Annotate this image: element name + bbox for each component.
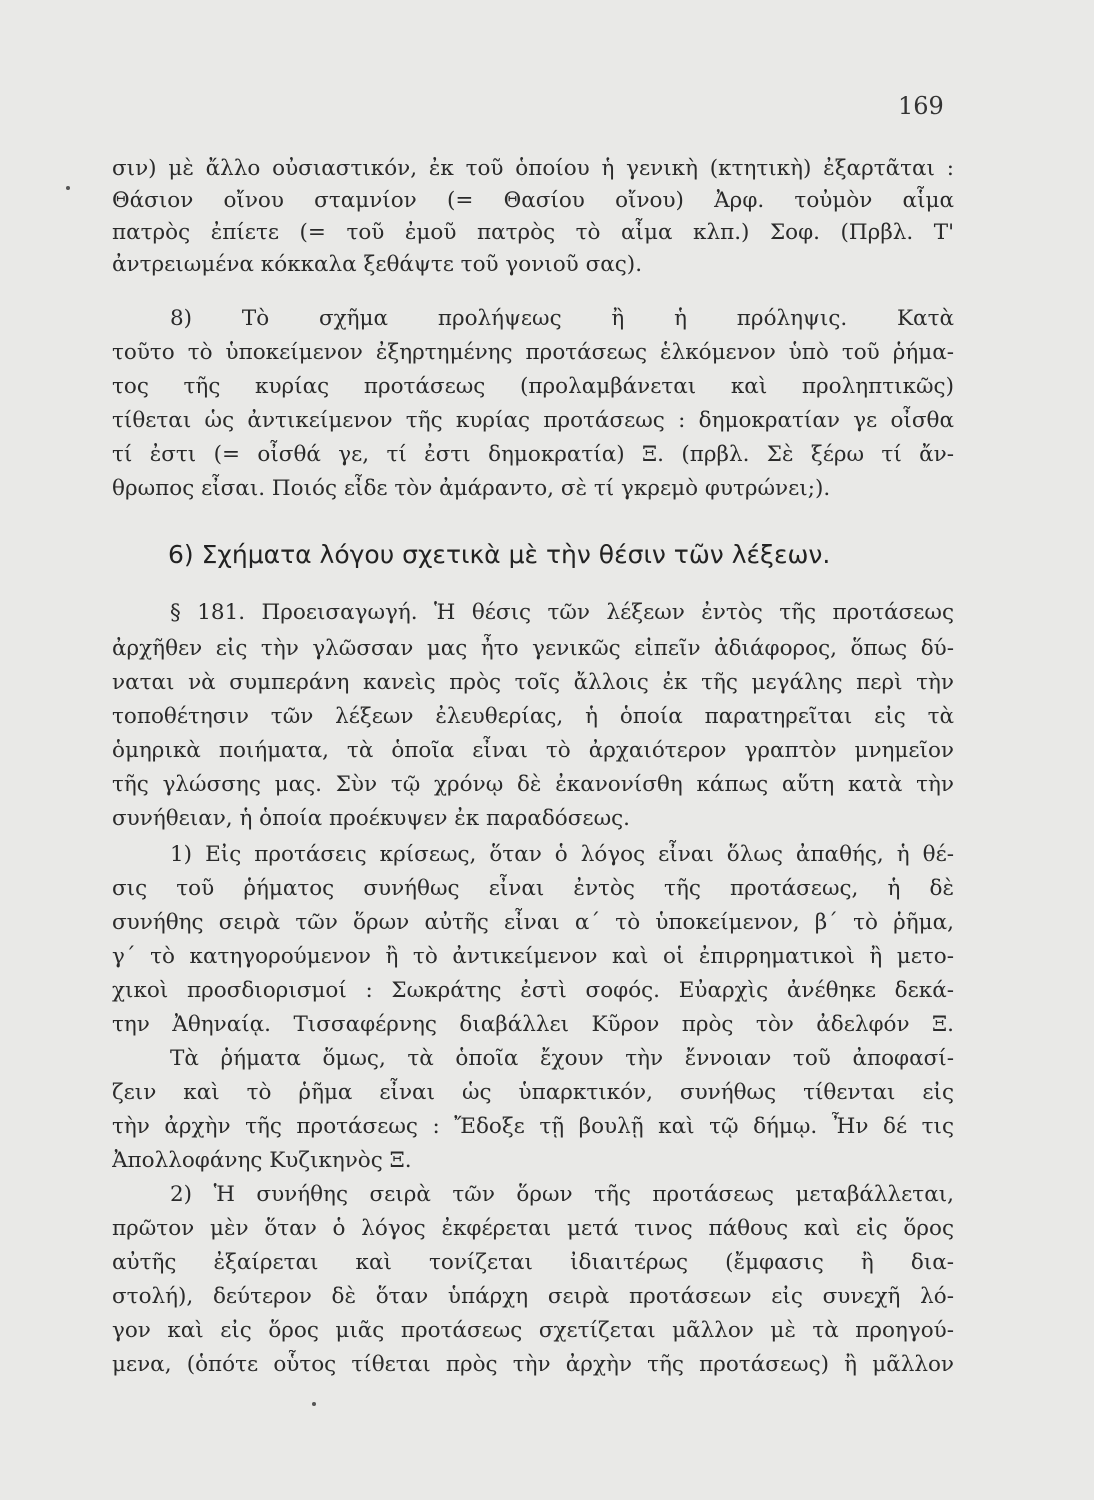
- text-line: 2) Ἡ συνήθης σειρὰ τῶν ὅρων τῆς προτάσεως μεταβάλλεται,: [170, 1182, 954, 1207]
- text-line: στολή), δεύτερον δὲ ὅταν ὑπάρχη σειρὰ προτάσεων εἰς συνεχῆ λό-: [112, 1284, 954, 1309]
- text-line: Θάσιον οἴνου σταμνίον (= Θασίου οἴνου) Ἀρφ. τοὐμὸν αἷμα: [112, 188, 954, 213]
- text-line: μενα, (ὁπότε οὗτος τίθεται πρὸς τὴν ἀρχὴν τῆς προτάσεως) ἢ μᾶλλον: [112, 1352, 954, 1377]
- speck-mark: [312, 1402, 316, 1406]
- text-line: τοποθέτησιν τῶν λέξεων ἐλευθερίας, ἡ ὁποία παρατηρεῖται εἰς τὰ: [112, 704, 954, 729]
- text-line: τοῦτο τὸ ὑποκείμενον ἐξηρτημένης προτάσεως ἑλκόμενον ὑπὸ τοῦ ῥήμα-: [112, 340, 954, 365]
- text-line: πρῶτον μὲν ὅταν ὁ λόγος ἐκφέρεται μετά τινος πάθους καὶ εἰς ὅρος: [112, 1216, 954, 1241]
- text-line: ἀντρειωμένα κόκκαλα ξεθάψτε τοῦ γονιοῦ σας).: [112, 252, 643, 277]
- text-line: τίθεται ὡς ἀντικείμενον τῆς κυρίας προτάσεως : δημοκρατίαν γε οἶσθα: [112, 408, 954, 433]
- text-line: § 181. Προεισαγωγή. Ἡ θέσις τῶν λέξεων ἐντὸς τῆς προτάσεως: [170, 600, 954, 625]
- text-line: τῆς γλώσσης μας. Σὺν τῷ χρόνῳ δὲ ἐκανονίσθη κάπως αὕτη κατὰ τὴν: [112, 772, 954, 797]
- text-line: σις τοῦ ῥήματος συνήθως εἶναι ἐντὸς τῆς προτάσεως, ἡ δὲ: [112, 876, 954, 901]
- text-line: πατρὸς ἐπίετε (= τοῦ ἐμοῦ πατρὸς τὸ αἷμα κλπ.) Σοφ. (Πρβλ. Τ': [112, 220, 954, 245]
- text-line: τος τῆς κυρίας προτάσεως (προλαμβάνεται καὶ προληπτικῶς): [112, 374, 954, 399]
- text-line: γ΄ τὸ κατηγορούμενον ἢ τὸ ἀντικείμενον καὶ οἱ ἐπιρρηματικοὶ ἢ μετο-: [112, 944, 954, 969]
- text-line: 1) Εἰς προτάσεις κρίσεως, ὅταν ὁ λόγος εἶναι ὅλως ἀπαθής, ἡ θέ-: [170, 842, 954, 867]
- page-number: 169: [898, 92, 944, 120]
- text-line: γον καὶ εἰς ὅρος μιᾶς προτάσεως σχετίζεται μᾶλλον μὲ τὰ προηγού-: [112, 1318, 954, 1343]
- text-line: ζειν καὶ τὸ ῥῆμα εἶναι ὡς ὑπαρκτικόν, συνήθως τίθενται εἰς: [112, 1080, 954, 1105]
- text-line: ἀρχῆθεν εἰς τὴν γλῶσσαν μας ἦτο γενικῶς εἰπεῖν ἀδιάφορος, ὅπως δύ-: [112, 636, 954, 661]
- text-line: Τὰ ῥήματα ὅμως, τὰ ὁποῖα ἔχουν τὴν ἔννοιαν τοῦ ἀποφασί-: [170, 1046, 954, 1071]
- text-line: σιν) μὲ ἄλλο οὐσιαστικόν, ἐκ τοῦ ὁποίου ἡ γενικὴ (κτητικὴ) ἐξαρτᾶται :: [112, 156, 954, 181]
- text-line: ναται νὰ συμπεράνη κανεὶς πρὸς τοῖς ἄλλοις ἐκ τῆς μεγάλης περὶ τὴν: [112, 670, 954, 695]
- text-line: 8) Τὸ σχῆμα προλήψεως ἢ ἡ πρόληψις. Κατὰ: [170, 306, 954, 331]
- text-line: ὁμηρικὰ ποιήματα, τὰ ὁποῖα εἶναι τὸ ἀρχαιότερον γραπτὸν μνημεῖον: [112, 738, 954, 763]
- text-line: θρωπος εἶσαι. Ποιός εἶδε τὸν ἀμάραντο, σὲ τί γκρεμὸ φυτρώνει;).: [112, 476, 831, 501]
- text-line: αὐτῆς ἐξαίρεται καὶ τονίζεται ἰδιαιτέρως (ἔμφασις ἢ δια-: [112, 1250, 954, 1275]
- section-heading: 6) Σχήματα λόγου σχετικὰ μὲ τὴν θέσιν τῶν λέξεων.: [168, 540, 831, 569]
- text-line: χικοὶ προσδιορισμοί : Σωκράτης ἐστὶ σοφός. Εὐαρχὶς ἀνέθηκε δεκά-: [112, 978, 954, 1003]
- text-line: τί ἐστι (= οἶσθά γε, τί ἐστι δημοκρατία) Ξ. (πρβλ. Σὲ ξέρω τί ἄν-: [112, 442, 954, 467]
- text-line: Ἀπολλοφάνης Κυζικηνὸς Ξ.: [112, 1148, 412, 1173]
- text-line: συνήθειαν, ἡ ὁποία προέκυψεν ἐκ παραδόσεως.: [112, 806, 630, 831]
- text-line: τὴν ἀρχὴν τῆς προτάσεως : Ἔδοξε τῇ βουλῇ καὶ τῷ δήμῳ. Ἦν δέ τις: [112, 1114, 954, 1139]
- speck-mark: [66, 186, 70, 190]
- text-line: συνήθης σειρὰ τῶν ὅρων αὐτῆς εἶναι α΄ τὸ ὑποκείμενον, β΄ τὸ ῥῆμα,: [112, 910, 954, 935]
- text-line: την Ἀθηναίᾳ. Τισσαφέρνης διαβάλλει Κῦρον πρὸς τὸν ἀδελφόν Ξ.: [112, 1012, 954, 1037]
